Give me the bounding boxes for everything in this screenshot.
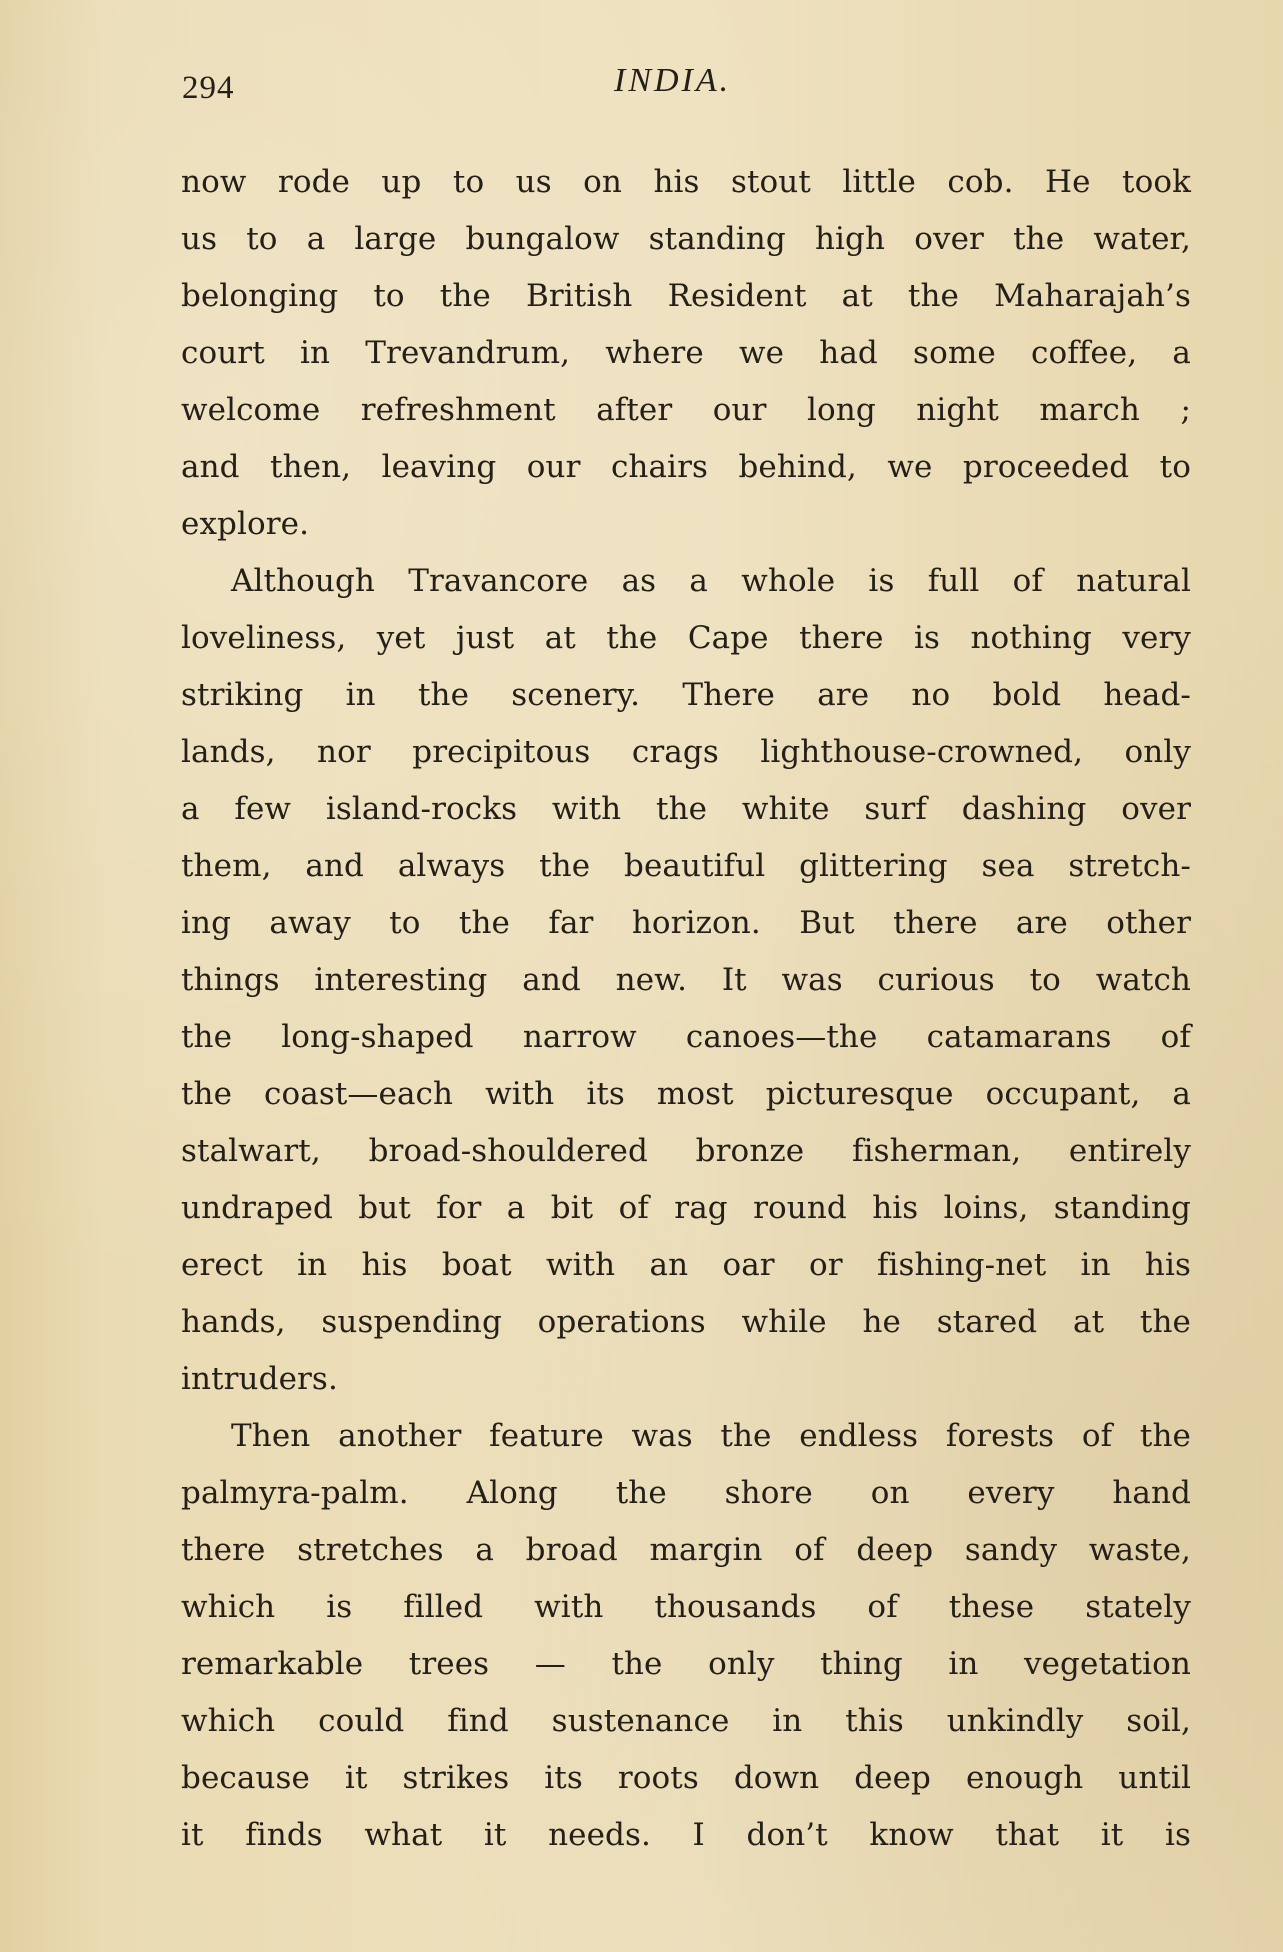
text-line: erect in his boat with an oar or fishing-net in his — [181, 1247, 1191, 1283]
page-header — [182, 62, 1182, 122]
text-line: intruders. — [181, 1361, 338, 1397]
text-line: lands, nor precipitous crags lighthouse-crowned, only — [181, 734, 1191, 770]
text-line: explore. — [181, 506, 310, 542]
text-line: which could find sustenance in this unkindly soil, — [181, 1703, 1191, 1739]
text-line: remarkable trees — the only thing in vegetation — [181, 1646, 1191, 1682]
text-line: and then, leaving our chairs behind, we proceeded to — [181, 449, 1191, 485]
text-line: stalwart, broad-shouldered bronze fisherman, entirely — [181, 1133, 1191, 1169]
text-line: hands, suspending operations while he stared at the — [181, 1304, 1191, 1340]
text-line: them, and always the beautiful glittering sea stretch- — [181, 848, 1191, 884]
paragraph-first-line: Although Travancore as a whole is full of natural — [231, 563, 1191, 599]
text-line: palmyra-palm. Along the shore on every hand — [181, 1475, 1191, 1511]
text-line: which is filled with thousands of these stately — [181, 1589, 1191, 1625]
text-line: striking in the scenery. There are no bold head- — [181, 677, 1191, 713]
text-line: undraped but for a bit of rag round his loins, standing — [181, 1190, 1191, 1226]
page-number: 294 — [182, 70, 235, 106]
text-line: the coast—each with its most picturesque occupant, a — [181, 1076, 1191, 1112]
paragraph-first-line: Then another feature was the endless forests of the — [231, 1418, 1191, 1454]
text-line: there stretches a broad margin of deep sandy waste, — [181, 1532, 1191, 1568]
text-line: because it strikes its roots down deep enough until — [181, 1760, 1191, 1796]
text-line: ing away to the far horizon. But there are other — [181, 905, 1191, 941]
running-title: INDIA. — [614, 62, 732, 99]
body-text — [181, 154, 1191, 1864]
text-line: court in Trevandrum, where we had some coffee, a — [181, 335, 1191, 371]
text-line: welcome refreshment after our long night march ; — [181, 392, 1191, 428]
text-line: belonging to the British Resident at the Maharajah’s — [181, 278, 1191, 314]
text-line: the long-shaped narrow canoes—the catamarans of — [181, 1019, 1191, 1055]
text-line: loveliness, yet just at the Cape there is nothing very — [181, 620, 1191, 656]
text-line: things interesting and new. It was curious to watch — [181, 962, 1191, 998]
text-line: a few island-rocks with the white surf dashing over — [181, 791, 1191, 827]
text-line: us to a large bungalow standing high over the water, — [181, 221, 1191, 257]
text-line: it finds what it needs. I don’t know that it is — [181, 1817, 1191, 1853]
text-line: now rode up to us on his stout little cob. He took — [181, 164, 1191, 200]
